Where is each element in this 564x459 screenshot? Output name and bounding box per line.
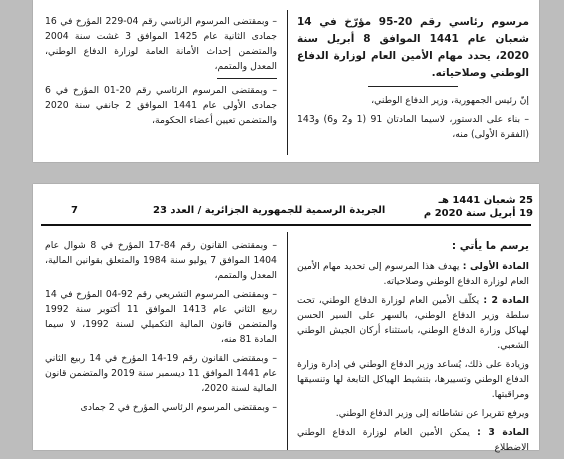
bottom-right-column <box>297 238 529 459</box>
page-number: 7 <box>71 205 78 216</box>
paragraph: – وبمقتضى القانون رقم 19-14 المؤرخ في 14 ربيع الثاني عام 1441 الموافق 11 ديسمبر سنة 2019 والمتضمن قانون المالية لسنة 2020، <box>45 353 277 394</box>
article-heading: المادة 3 : <box>477 427 529 438</box>
header-rule <box>41 224 531 226</box>
document-page-top <box>33 0 539 162</box>
title-rule <box>368 86 458 87</box>
paragraph: – وبمقتضى المرسوم الرئاسي المؤرخ في 2 جمادى <box>80 402 277 413</box>
gregorian-date: 19 أبريل سنة 2020 م <box>423 208 533 219</box>
paragraph: – وبمقتضى المرسوم الرئاسي رقم 04-229 المؤرخ في 16 جمادى الثانية عام 1425 الموافق 3 غشت سنة 2004 والمتضمن إحداث الأمانة العامة لوزارة الدفاع الوطني، المعدل والمتمم، <box>45 16 277 72</box>
column-separator <box>287 10 288 155</box>
gazette-header <box>33 192 539 222</box>
article-text: يهدف هذا المرسوم إلى تحديد مهام الأمين العام لوزارة الدفاع الوطني وصلاحياته. <box>297 261 529 287</box>
paragraph: – وبمقتضى المرسوم التشريعي رقم 92-04 المؤرخ في 14 ربيع الثاني عام 1413 الموافق 11 أكتوبر سنة 1992 والمتضمن قانون المالية التكميلي لسنة 1992، لا سيما المادة 81 منه، <box>45 289 277 345</box>
header-date <box>424 194 533 220</box>
bottom-left-column <box>45 238 277 419</box>
article-2 <box>297 293 529 353</box>
paragraph: وزيادة على ذلك، يُساعد وزير الدفاع الوطني في إدارة وزارة الدفاع الوطني وتسييرها، بتنشيط الهياكل التابعة لها وتنسيقها ومراقبتها. <box>297 359 529 400</box>
paragraph: ويرفع تقريرا عن نشاطاته إلى وزير الدفاع الوطني. <box>335 408 529 419</box>
top-left-column <box>45 14 277 132</box>
article-heading: المادة 2 : <box>483 295 529 306</box>
paragraph: – وبمقتضى المرسوم الرئاسي رقم 20-01 المؤرخ في 6 جمادى الأولى عام 1441 الموافق 2 جانفي سنة 2020 والمتضمن تعيين أعضاء الحكومة، <box>45 85 277 126</box>
paragraph: – بناء على الدستور، لاسيما المادتان 91 (1 و2 و6) و143 (الفقرة الأولى) منه، <box>297 114 530 140</box>
decree-formula: يرسم ما يأتي : <box>451 240 529 252</box>
signer-line: إنّ رئيس الجمهورية، وزير الدفاع الوطني، <box>371 95 529 106</box>
column-divider-short <box>217 78 277 79</box>
hijri-date: 25 شعبان 1441 هـ <box>438 195 533 206</box>
top-right-column <box>297 14 529 146</box>
paragraph: – وبمقتضى القانون رقم 84-17 المؤرخ في 8 شوال عام 1404 الموافق 7 يوليو سنة 1984 والمتعلق بقوانين المالية، المعدل والمتمم، <box>45 240 277 281</box>
article-3 <box>297 425 529 455</box>
article-text: يمكن الأمين العام لوزارة الدفاع الوطني الاضطلاع <box>297 427 529 453</box>
article-heading: المادة الأولى : <box>462 261 529 272</box>
gazette-title: الجريدة الرسمية للجمهورية الجزائرية / العدد 23 <box>153 205 386 216</box>
decree-title: مرسوم رئاسي رقم 20-95 مؤرّخ في 14 شعبان عام 1441 الموافق 8 أبريل سنة 2020، يحدد مهام الأمين العام لوزارة الدفاع الوطني وصلاحياته. <box>297 16 529 79</box>
article-text: يكلّف الأمين العام لوزارة الدفاع الوطني، تحت سلطة وزير الدفاع الوطني، بالسهر على السير الحسن لهياكل وزارة الدفاع الوطني، باستثناء أركان الجيش الوطني الشعبي. <box>297 295 529 351</box>
article-1 <box>297 259 529 289</box>
column-separator <box>287 232 288 450</box>
document-page-bottom <box>33 184 539 453</box>
